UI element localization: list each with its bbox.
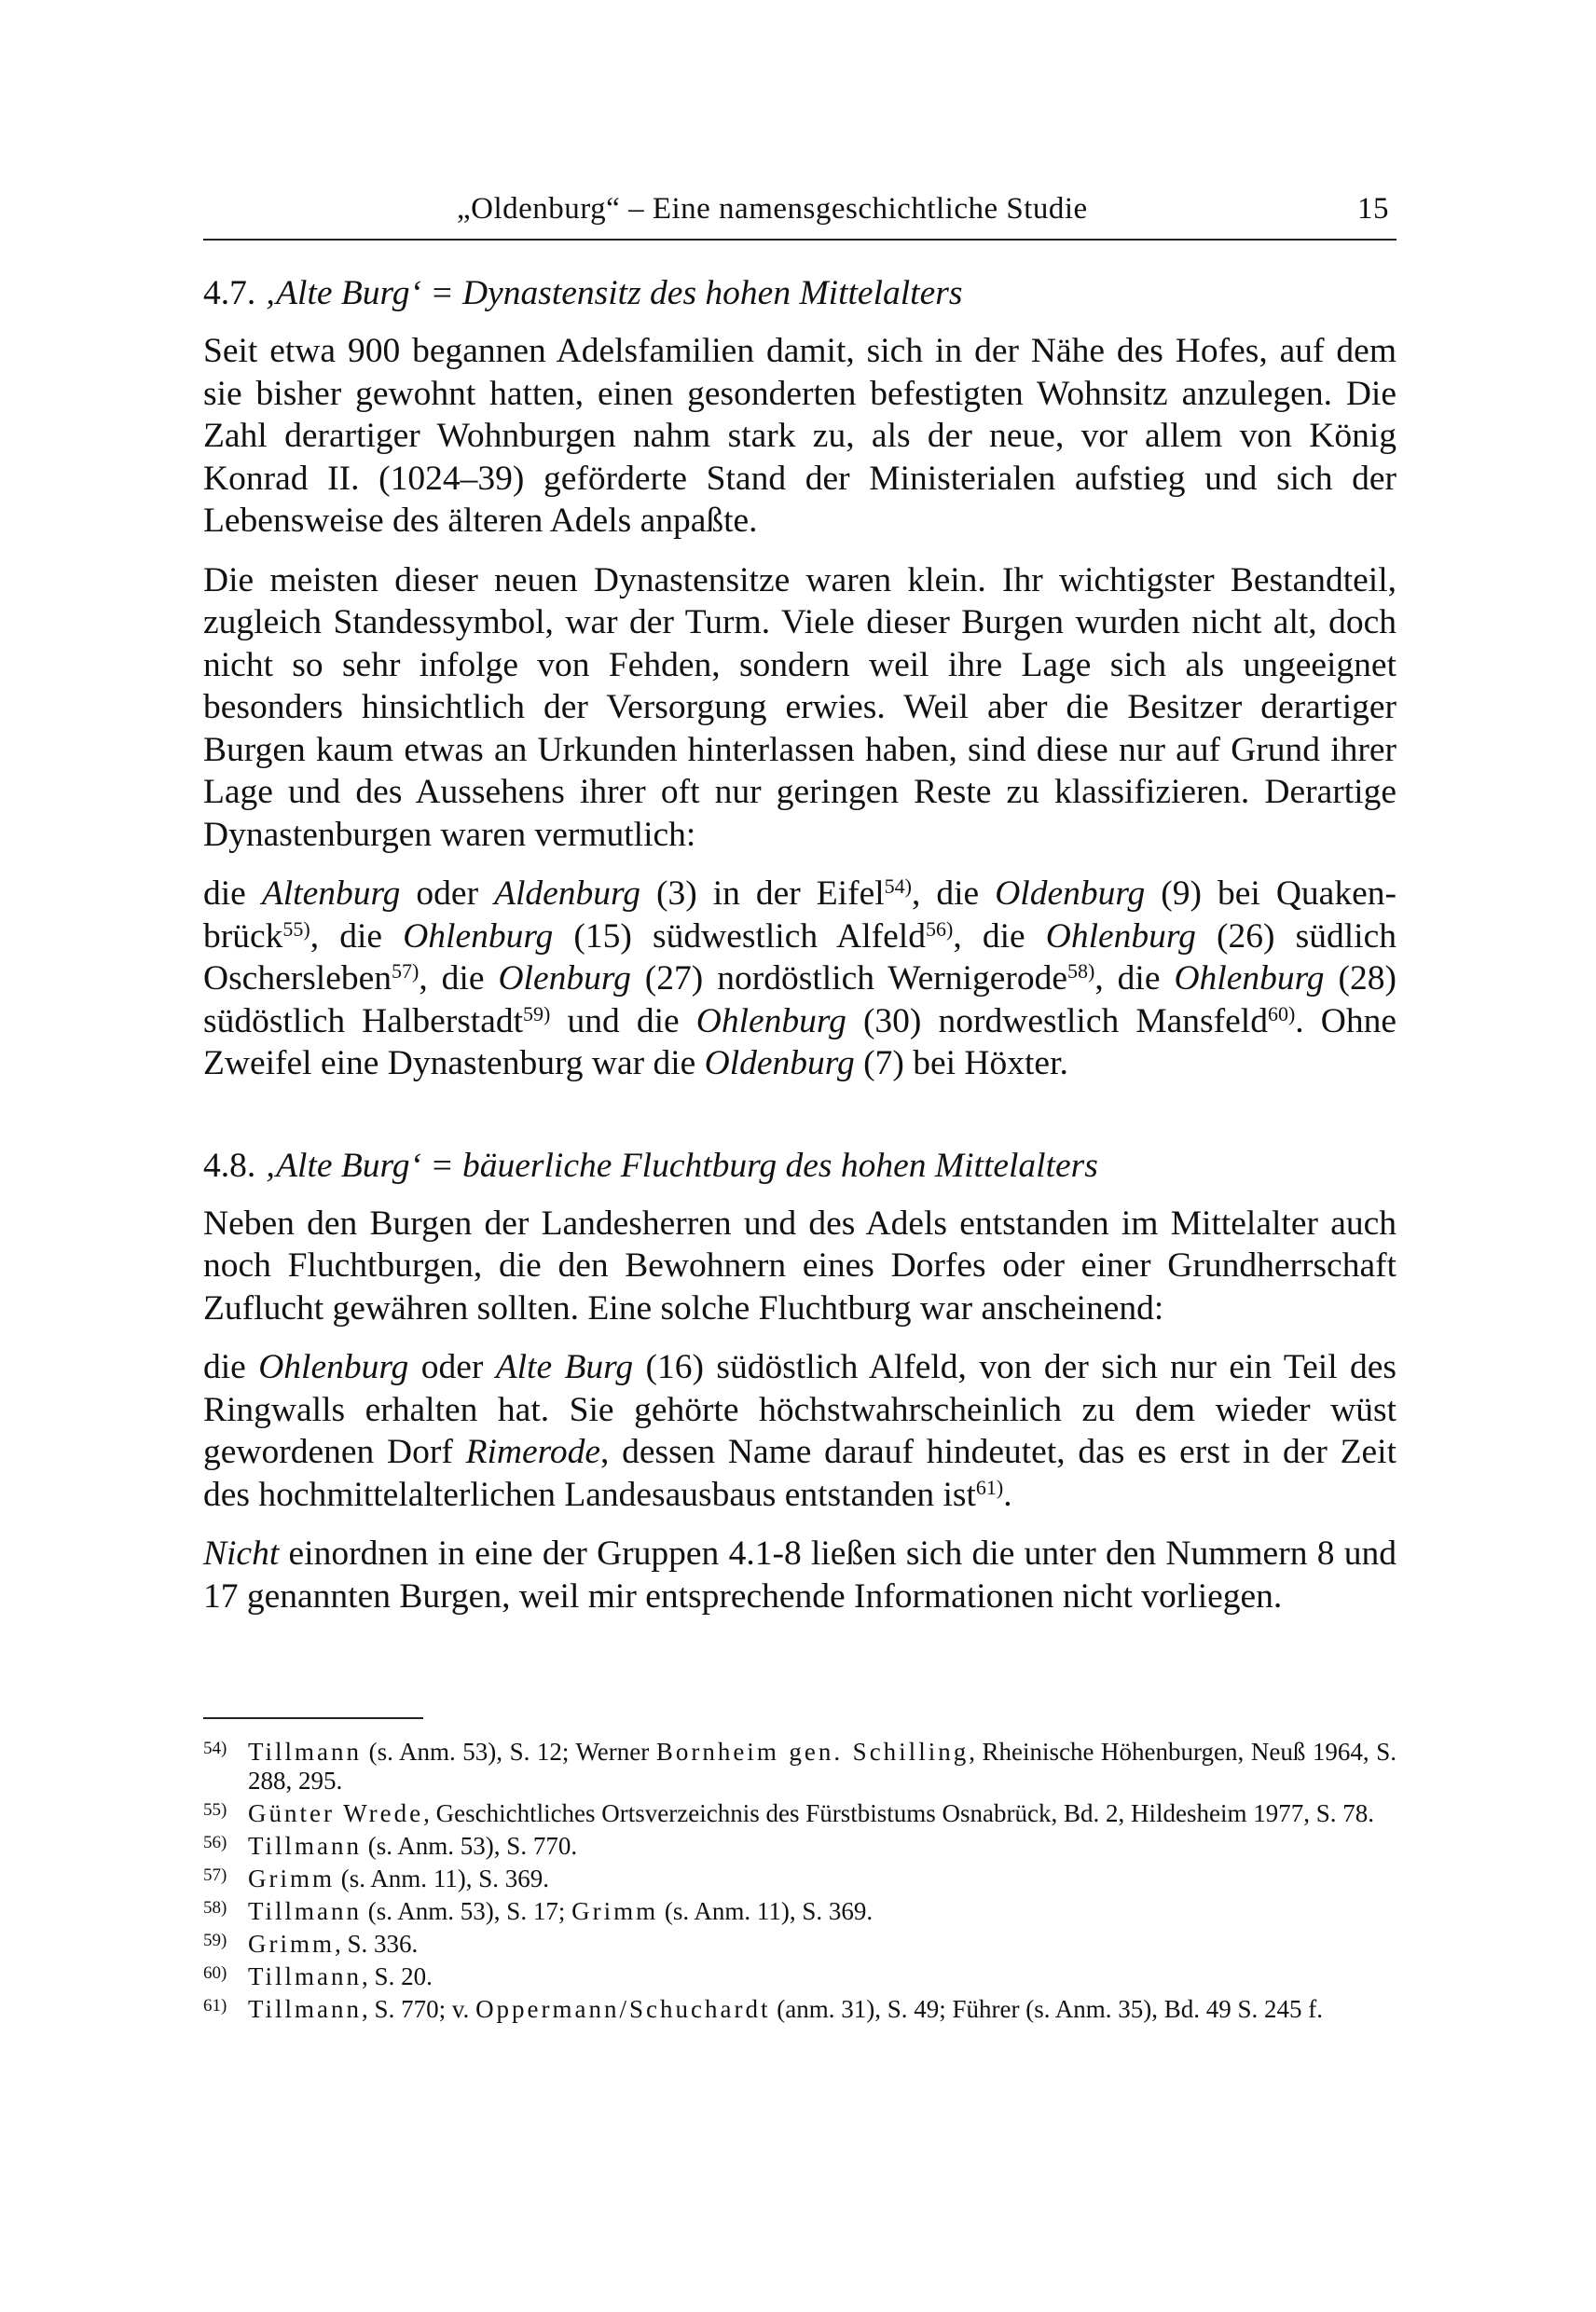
text-run: .	[1003, 1475, 1012, 1514]
text-run: (28) südöstlich Halberstadt	[203, 959, 1396, 1040]
text-run: , die	[310, 916, 404, 956]
text-run: (s. Anm. 53), S. 12; Werner	[362, 1738, 656, 1766]
paragraph: Neben den Burgen der Landesherren und des Adels entstanden im Mittelalter auch noch Fluchtburgen, die den Bewohnern eines Dorfes oder einer Grundherrschaft Zuflucht gewähren sollten. Eine solche Fluchtburg war anscheinend:	[203, 1204, 1396, 1328]
footnote-ref: 60)	[1267, 1001, 1296, 1025]
main-text	[203, 272, 1396, 1634]
header-rule	[203, 239, 1396, 241]
section-title: ‚Alte Burg‘ = Dynastensitz des hohen Mittelalters	[264, 274, 963, 312]
text-run: (s. Anm. 11), S. 369.	[335, 1865, 550, 1892]
footnote	[203, 1738, 1396, 1796]
footnote	[203, 1995, 1396, 2024]
text-run: und die	[550, 1001, 696, 1040]
text-run: , S. 336.	[335, 1930, 419, 1958]
place-name: Altenburg	[261, 874, 401, 913]
footnote-mark: 54)	[203, 1739, 227, 1758]
footnote-mark: 56)	[203, 1833, 227, 1852]
place-name: Ohlenburg	[1174, 959, 1325, 998]
place-name: Oldenburg	[995, 874, 1146, 913]
text-run: , die	[419, 959, 499, 998]
text-run: die	[203, 1348, 259, 1386]
section-number: 4.8.	[203, 1146, 256, 1185]
text-run: (s. Anm. 53), S. 17;	[362, 1897, 572, 1925]
text-run: (15) südwestlich Alfeld	[553, 916, 926, 956]
text-run: einordnen in eine der Gruppen 4.1-8 ließen sich die unter den Nummern 8 und 17 genannten Burgen, weil mir entsprechende Informationen nicht vorliegen.	[203, 1534, 1396, 1616]
footnote-mark: 59)	[203, 1931, 227, 1950]
author-name: Tillmann	[248, 1738, 363, 1766]
footnotes	[203, 1738, 1396, 2028]
footnote-ref: 54)	[884, 874, 912, 898]
author-name: Grimm	[248, 1930, 335, 1958]
footnote	[203, 1865, 1396, 1893]
place-name: Olenburg	[498, 959, 631, 998]
paragraph: Die meisten dieser neuen Dynastensitze waren klein. Ihr wichtigster Bestandteil, zugleich Standessymbol, war der Turm. Viele dieser Burgen wurden nicht alt, doch nicht so sehr infolge von Fehden, sondern weil ihre Lage sich als ungeeignet besonders hinsichtlich der Versorgung erwies. Weil aber die Besitzer derartiger Burgen kaum etwas an Urkunden hinterlassen haben, sind diese nur auf Grund ihrer Lage und des Aussehens ihrer oft nur geringen Reste zu klassifizieren. Derartige Dynastenburgen waren vermutlich:	[203, 560, 1396, 854]
footnote-ref: 58)	[1066, 959, 1095, 983]
author-name: Tillmann	[248, 1995, 363, 2023]
paragraph	[203, 1346, 1396, 1516]
footnote-ref: 57)	[392, 959, 420, 983]
footnote-mark: 61)	[203, 1996, 227, 2016]
footnote	[203, 1930, 1396, 1959]
text-run: (3) in der Eifel	[640, 874, 885, 913]
author-name: Tillmann	[248, 1832, 363, 1860]
emphasis: Nicht	[203, 1534, 280, 1573]
running-header	[203, 183, 1396, 233]
author-name: Tillmann	[248, 1897, 363, 1925]
place-name: Ohlenburg	[1045, 916, 1196, 956]
page-number: 15	[1357, 192, 1389, 226]
text-run: oder	[400, 874, 495, 913]
text-run: , dessen Name darauf hindeutet, das es erst in der Zeit des hochmittelalterlichen Landesausbaus entstanden ist	[203, 1433, 1396, 1514]
text-run: (s. Anm. 53), S. 770.	[362, 1832, 578, 1860]
place-name: Rimerode	[465, 1433, 600, 1471]
section-title: ‚Alte Burg‘ = bäuerliche Fluchtburg des hohen Mittelalters	[264, 1146, 1098, 1185]
section-heading-4-7	[203, 272, 1396, 315]
footnote-rule	[203, 1717, 423, 1719]
place-name: Ohlenburg	[695, 1001, 846, 1040]
place-name: Aldenburg	[494, 874, 640, 913]
author-name: Günter Wrede	[248, 1799, 424, 1827]
footnote-ref: 61)	[975, 1475, 1004, 1499]
footnote-ref: 56)	[925, 916, 954, 941]
footnote-ref: 59)	[523, 1001, 551, 1025]
text-run: (9) bei Quakenbrück	[203, 874, 1396, 956]
text-run: (30) nordwestlich Mansfeld	[846, 1001, 1268, 1040]
footnote	[203, 1799, 1396, 1828]
section-heading-4-8	[203, 1145, 1396, 1188]
paragraph	[203, 873, 1396, 1085]
text-run: , die	[953, 916, 1046, 956]
text-run: , Rheinische Höhenburgen, Neuß 1964, S. 288, 295.	[248, 1738, 1396, 1795]
footnote-mark: 57)	[203, 1865, 227, 1885]
text-run: , S. 770; v.	[362, 1995, 476, 2023]
footnote-mark: 58)	[203, 1898, 227, 1918]
text-run: , Geschichtliches Ortsverzeichnis des Fürstbistums Osnabrück, Bd. 2, Hildesheim 1977, S. 78.	[423, 1799, 1374, 1827]
author-name: Bornheim gen. Schilling	[655, 1738, 970, 1766]
text-run: die	[203, 874, 262, 913]
footnote-mark: 60)	[203, 1963, 227, 1983]
footnote	[203, 1897, 1396, 1926]
text-run: , die	[1094, 959, 1175, 998]
text-run: (26) südlich Oschersleben	[203, 916, 1396, 998]
section-number: 4.7.	[203, 274, 256, 312]
footnote-ref: 55)	[282, 916, 310, 941]
author-name: Oppermann/Schuchardt	[475, 1995, 771, 2023]
text-run: , S. 20.	[362, 1962, 433, 1990]
footnote	[203, 1832, 1396, 1861]
text-run: , die	[911, 874, 996, 913]
author-name: Grimm	[248, 1865, 335, 1892]
text-run: (16) südöstlich Alfeld, von der sich nur ein Teil des Ringwalls erhalten hat. Sie gehörte höchstwahrscheinlich zu dem wieder wüst gewordenen Dorf	[203, 1348, 1397, 1471]
text-run: (7) bei Höxter.	[854, 1044, 1068, 1082]
paragraph	[203, 1533, 1396, 1617]
text-run: (anm. 31), S. 49; Führer (s. Anm. 35), Bd. 49 S. 245 f.	[770, 1995, 1323, 2023]
author-name: Grimm	[571, 1897, 659, 1925]
text-run: (s. Anm. 11), S. 369.	[658, 1897, 874, 1925]
place-name: Ohlenburg	[258, 1348, 409, 1386]
footnote	[203, 1962, 1396, 1991]
place-name: Oldenburg	[704, 1044, 855, 1082]
footnote-mark: 55)	[203, 1800, 227, 1820]
paragraph: Seit etwa 900 begannen Adelsfamilien damit, sich in der Nähe des Hofes, auf dem sie bisher gewohnt hatten, einen gesonderten befestigten Wohnsitz anzulegen. Die Zahl derartiger Wohnburgen nahm stark zu, als der neue, vor allem von König Konrad II. (1024–39) geförderte Stand der Ministerialen aufstieg und sich der Lebensweise des älteren Adels anpaßte.	[203, 332, 1396, 540]
place-name: Alte Burg	[495, 1348, 634, 1386]
text-run: oder	[408, 1348, 496, 1386]
author-name: Tillmann	[248, 1962, 363, 1990]
running-header-title: „Oldenburg“ – Eine namensgeschichtliche Studie	[457, 192, 1088, 226]
text-run: . Ohne Zweifel eine Dynastenburg war die	[203, 1001, 1396, 1082]
place-name: Ohlenburg	[403, 916, 554, 956]
text-run: (27) nordöstlich Wernigerode	[630, 959, 1067, 998]
